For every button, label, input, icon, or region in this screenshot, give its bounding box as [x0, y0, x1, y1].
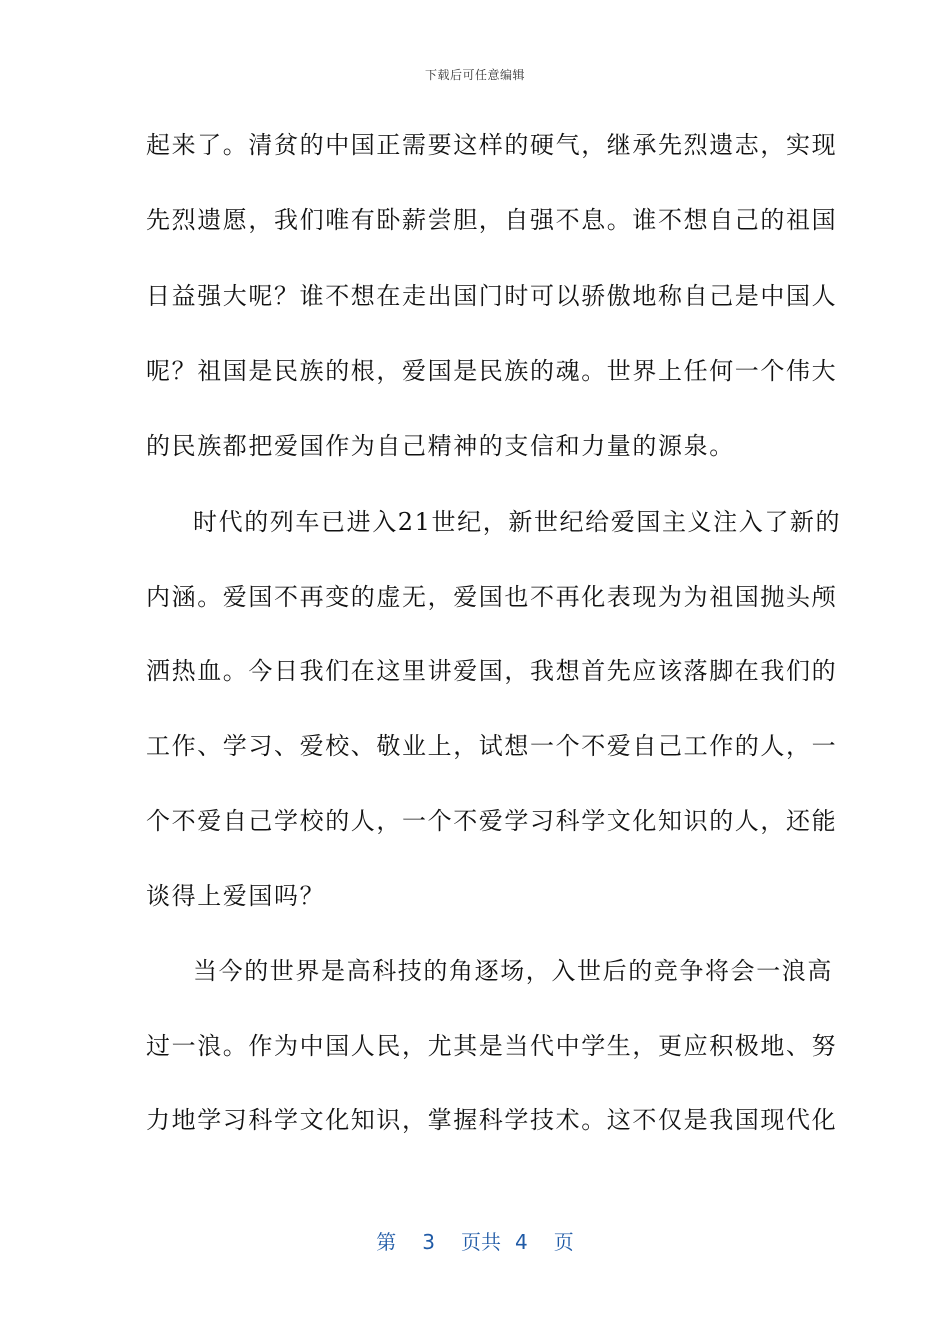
paragraph-3-line-3: 力地学习科学文化知识，掌握科学技术。这不仅是我国现代化: [146, 1106, 838, 1134]
paragraph-1-line-3: 日益强大呢？谁不想在走出国门时可以骄傲地称自己是中国人: [146, 282, 838, 310]
paragraph-1-line-5: 的民族都把爱国作为自己精神的支信和力量的源泉。: [146, 432, 735, 460]
paragraph-3-line-2: 过一浪。作为中国人民，尤其是当代中学生，更应积极地、努: [146, 1032, 838, 1060]
paragraph-1-line-2: 先烈遗愿，我们唯有卧薪尝胆，自强不息。谁不想自己的祖国: [146, 206, 838, 234]
footer-page-word: 第: [376, 1230, 397, 1254]
paragraph-2-line-4: 工作、学习、爱校、敬业上，试想一个不爱自己工作的人，一: [146, 732, 838, 760]
paragraph-2-line-2: 内涵。爱国不再变的虚无，爱国也不再化表现为为祖国抛头颅: [146, 583, 838, 611]
paragraph-2-line-6: 谈得上爱国吗？: [146, 882, 326, 910]
paragraph-3-line-1: 当今的世界是高科技的角逐场，入世后的竞争将会一浪高: [193, 957, 833, 985]
paragraph-1-line-4: 呢？祖国是民族的根，爱国是民族的魂。世界上任何一个伟大: [146, 357, 838, 385]
paragraph-1-line-1: 起来了。清贫的中国正需要这样的硬气，继承先烈遗志，实现: [146, 131, 838, 159]
footer-total-pages: 4: [515, 1230, 528, 1254]
page-header-note: 下载后可任意编辑: [424, 68, 525, 82]
paragraph-2-line-5: 个不爱自己学校的人，一个不爱学习科学文化知识的人，还能: [146, 807, 838, 835]
footer-page-end-word: 页: [553, 1230, 574, 1254]
footer-page-total-word: 页共: [461, 1230, 501, 1254]
footer-current-page: 3: [422, 1230, 435, 1254]
paragraph-2-line-1: 时代的列车已进入21世纪，新世纪给爱国主义注入了新的: [193, 508, 842, 536]
paragraph-2-line-3: 洒热血。今日我们在这里讲爱国，我想首先应该落脚在我们的: [146, 657, 838, 685]
page-footer: [0, 1226, 950, 1255]
